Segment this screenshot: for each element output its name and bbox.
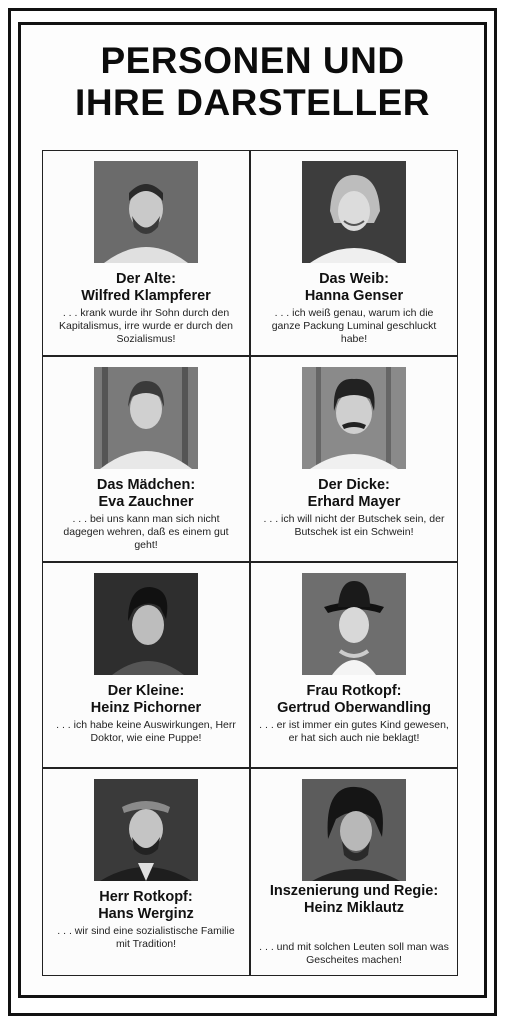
role-and-actor (251, 271, 457, 305)
role-and-actor (43, 683, 249, 717)
role-and-actor (43, 477, 249, 511)
role-name: Der Alte: (116, 271, 176, 287)
role-name: Der Kleine: (107, 683, 185, 699)
role-quote: . . . krank wurde ihr Sohn durch den Kapitalismus, irre wurde er durch den Sozialismus! (59, 307, 233, 345)
portrait-photo (302, 779, 406, 881)
cast-card (250, 562, 458, 768)
role-name: Das Mädchen: (96, 477, 196, 493)
cast-card (42, 768, 250, 976)
cast-card (250, 768, 458, 976)
actor-name: Heinz Pichorner (90, 700, 202, 716)
role-quote: . . . und mit solchen Leuten soll man was Gescheites machen! (259, 941, 449, 966)
role-quote: . . . ich habe keine Auswirkungen, Herr Doktor, wie eine Puppe! (56, 719, 236, 744)
role-name: Der Dicke: (318, 477, 390, 493)
actor-name: Gertrud Oberwandling (277, 700, 431, 716)
actor-name: Wilfred Klampferer (81, 288, 211, 304)
title-line-2: IHRE DARSTELLER (75, 82, 430, 123)
role-quote: . . . ich weiß genau, warum ich die ganze Packung Luminal geschluckt habe! (271, 307, 437, 345)
actor-name: Heinz Miklautz (304, 900, 404, 916)
portrait-photo (94, 161, 198, 263)
role-and-actor (43, 271, 249, 305)
portrait-photo (94, 367, 198, 469)
cast-card (250, 356, 458, 562)
cast-grid (42, 150, 458, 976)
role-name: Herr Rotkopf: (99, 889, 193, 905)
role-quote: . . . wir sind eine sozialistische Familie mit Tradition! (57, 925, 235, 950)
cast-card (42, 150, 250, 356)
actor-name: Erhard Mayer (307, 494, 401, 510)
role-name: Das Weib: (319, 271, 389, 287)
cast-card (42, 356, 250, 562)
portrait-photo (302, 367, 406, 469)
role-and-actor (251, 883, 457, 917)
actor-name: Eva Zauchner (98, 494, 194, 510)
role-quote: . . . er ist immer ein gutes Kind gewesen, er hat sich auch nie beklagt! (259, 719, 449, 744)
title-line-1: PERSONEN UND (100, 40, 405, 81)
portrait-photo (302, 573, 406, 675)
actor-name: Hans Werginz (98, 906, 194, 922)
actor-name: Hanna Genser (304, 288, 404, 304)
role-quote: . . . bei uns kann man sich nicht dagegen wehren, daß es einem gut geht! (63, 513, 229, 551)
cast-card (250, 150, 458, 356)
role-quote: . . . ich will nicht der Butschek sein, der Butschek ist ein Schwein! (263, 513, 445, 538)
role-and-actor (43, 889, 249, 923)
portrait-photo (94, 779, 198, 881)
role-and-actor (251, 683, 457, 717)
role-name: Frau Rotkopf: (306, 683, 402, 699)
portrait-photo (302, 161, 406, 263)
page-title (24, 40, 481, 124)
portrait-photo (94, 573, 198, 675)
cast-card (42, 562, 250, 768)
role-and-actor (251, 477, 457, 511)
role-name: Inszenierung und Regie: (269, 883, 439, 899)
